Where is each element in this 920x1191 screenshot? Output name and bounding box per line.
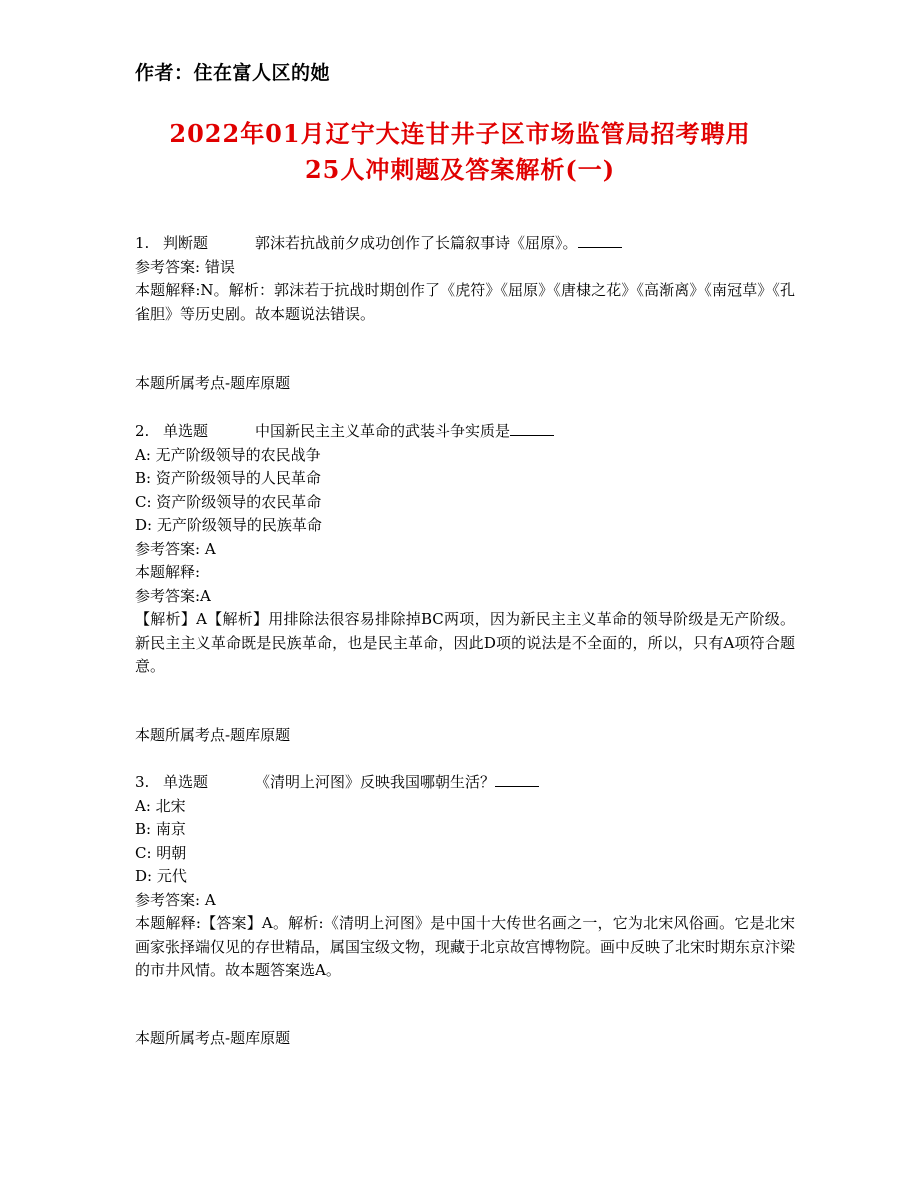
question-stem: 郭沫若抗战前夕成功创作了长篇叙事诗《屈原》。 xyxy=(255,234,578,252)
answer-blank xyxy=(578,233,622,248)
explanation: 本题解释:N。解析：郭沫若于抗战时期创作了《虎符》《屈原》《唐棣之花》《高渐离》《南冠草》《孔雀胆》等历史剧。故本题说法错误。 xyxy=(135,281,795,323)
question-header xyxy=(135,232,795,256)
question-stem: 《清明上河图》反映我国哪朝生活？ xyxy=(255,773,496,791)
explanation: 【解析】A【解析】用排除法很容易排除掉BC两项，因为新民主主义革命的领导阶级是无产阶级。新民主主义革命既是民族革命，也是民主革命，因此D项的说法是不全面的，所以，只有A项符合题意。 xyxy=(135,610,795,675)
option-c: C: 明朝 xyxy=(135,843,187,862)
option-d: D: 无产阶级领导的民族革命 xyxy=(135,516,322,534)
option-b: B: 资产阶级领导的人民革命 xyxy=(135,469,321,487)
answer-blank xyxy=(510,421,554,436)
reference-answer: 参考答案: 错误 xyxy=(135,257,235,276)
reference-answer: 参考答案: A xyxy=(135,539,216,558)
knowledge-point: 本题所属考点-题库原题 xyxy=(135,726,291,744)
question-2 xyxy=(135,420,795,679)
option-b: B: 南京 xyxy=(135,820,186,838)
reference-answer: 参考答案: A xyxy=(135,890,216,909)
reference-answer-2: 参考答案:A xyxy=(135,586,211,605)
author-line: 作者：住在富人区的她 xyxy=(135,62,331,84)
document-title-line-1: 2022年01月辽宁大连甘井子区市场监管局招考聘用 xyxy=(169,119,751,148)
question-number: 3. xyxy=(135,773,150,791)
option-a: A: 无产阶级领导的农民战争 xyxy=(135,445,321,464)
question-header xyxy=(135,420,795,444)
option-c: C: 资产阶级领导的农民革命 xyxy=(135,492,322,511)
knowledge-point: 本题所属考点-题库原题 xyxy=(135,1029,291,1047)
question-number: 1. xyxy=(135,234,150,252)
question-1 xyxy=(135,232,795,326)
explanation: 本题解释:【答案】A。解析:《清明上河图》是中国十大传世名画之一，它为北宋风俗画。它是北宋画家张择端仅见的存世精品，属国宝级文物，现藏于北京故宫博物院。画中反映了北宋时期东京汴梁的市井风情。故本题答案选A。 xyxy=(135,914,796,979)
answer-blank xyxy=(495,772,539,787)
question-stem: 中国新民主主义革命的武装斗争实质是 xyxy=(255,422,511,440)
question-type: 单选题 xyxy=(163,773,209,791)
question-header xyxy=(135,771,795,795)
question-number: 2. xyxy=(135,422,150,440)
document-title-line-2: 25人冲刺题及答案解析(一) xyxy=(304,155,616,184)
question-3 xyxy=(135,771,795,983)
option-a: A: 北宋 xyxy=(135,796,186,815)
knowledge-point: 本题所属考点-题库原题 xyxy=(135,374,291,392)
question-type: 判断题 xyxy=(163,234,209,252)
option-d: D: 元代 xyxy=(135,867,187,885)
question-type: 单选题 xyxy=(163,422,209,440)
explanation-label: 本题解释: xyxy=(135,563,201,581)
